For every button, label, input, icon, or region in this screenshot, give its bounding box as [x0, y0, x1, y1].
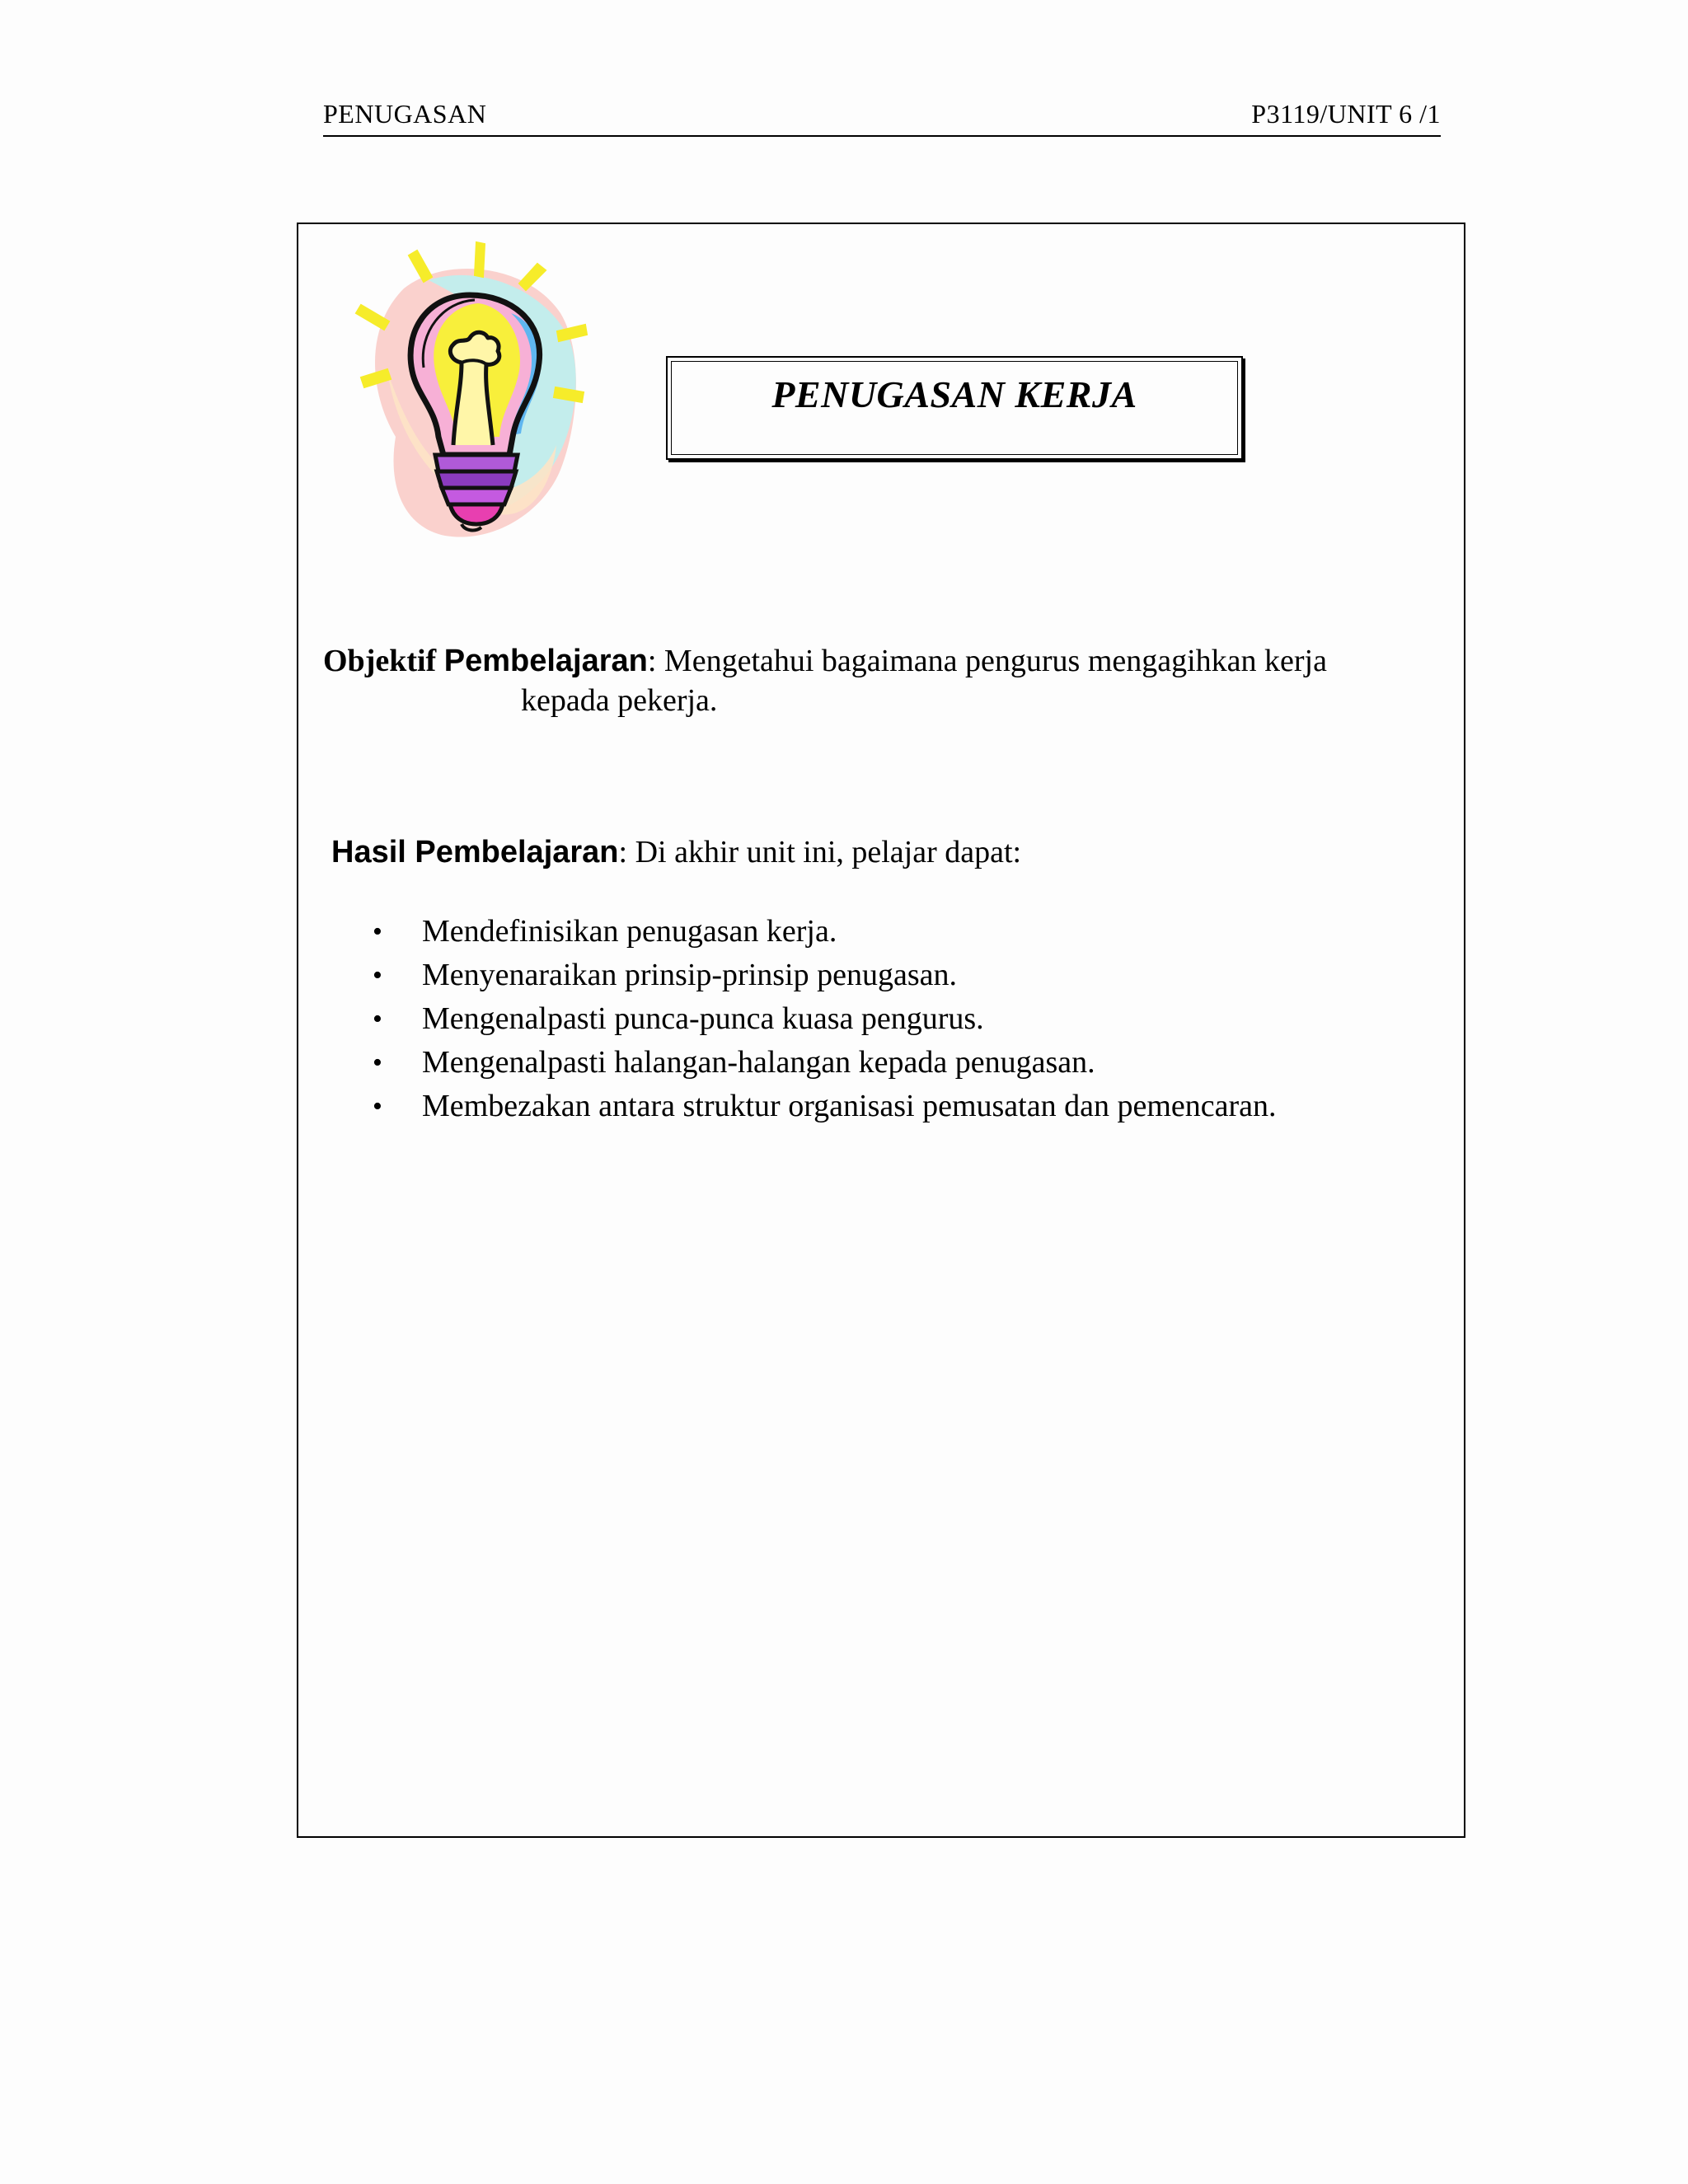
list-item-text: Menyenaraikan prinsip-prinsip penugasan. — [422, 958, 957, 992]
objective-text-line1: Mengetahui bagaimana pengurus mengagihkan kerja — [656, 644, 1327, 678]
outcome-list — [363, 910, 1434, 1128]
outcome-intro-text: Di akhir unit ini, pelajar dapat: — [627, 835, 1022, 869]
learning-objective — [323, 641, 1428, 720]
outcome-separator: : — [618, 835, 628, 869]
list-item — [363, 954, 1434, 997]
bullet-icon: • — [373, 1004, 382, 1034]
bullet-icon: • — [373, 916, 382, 947]
list-item-text: Mengenalpasti halangan-halangan kepada penugasan. — [422, 1045, 1095, 1080]
bullet-icon: • — [373, 1091, 382, 1122]
page-title: PENUGASAN KERJA — [771, 373, 1137, 415]
page-header — [323, 96, 1441, 137]
lightbulb-icon — [338, 239, 602, 552]
outcome-label: Hasil Pembelajaran — [331, 835, 619, 869]
objective-label-part1: Objektif — [323, 644, 437, 678]
title-box — [666, 356, 1243, 460]
list-item — [363, 997, 1434, 1041]
objective-label-part2: Pembelajaran — [443, 644, 648, 678]
list-item-text: Mengenalpasti punca-punca kuasa pengurus. — [422, 1001, 984, 1036]
list-item — [363, 1041, 1434, 1085]
list-item — [363, 1085, 1434, 1128]
bullet-icon: • — [373, 960, 382, 991]
header-section-title: PENUGASAN — [323, 99, 487, 129]
list-item-text: Mendefinisikan penugasan kerja. — [422, 914, 837, 949]
learning-outcome — [331, 832, 1419, 872]
list-item-text: Membezakan antara struktur organisasi pemusatan dan pemencaran. — [422, 1089, 1277, 1123]
bullet-icon: • — [373, 1047, 382, 1078]
list-item — [363, 910, 1434, 954]
objective-text-line2: kepada pekerja. — [521, 683, 718, 718]
header-page-reference: P3119/UNIT 6 /1 — [1251, 99, 1441, 129]
objective-separator: : — [647, 644, 657, 678]
